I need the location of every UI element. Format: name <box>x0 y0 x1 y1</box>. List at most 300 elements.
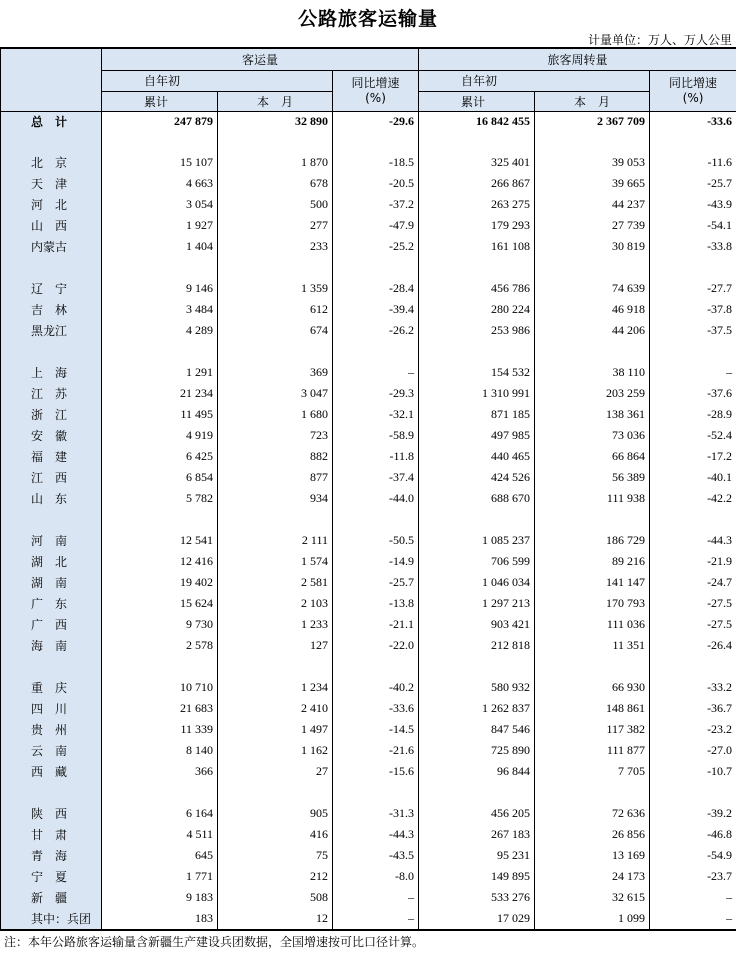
region-name: 上 海 <box>1 362 102 383</box>
cell-pv-yoy: -13.8 <box>333 593 419 614</box>
cell-pt-yoy: -54.9 <box>650 845 736 866</box>
spacer-cell <box>1 509 102 530</box>
cell-pt-month: 148 861 <box>535 698 650 719</box>
table-row <box>1 719 736 740</box>
cell-pt-yoy: -26.4 <box>650 635 736 656</box>
cell-pt-yoy: -39.2 <box>650 803 736 824</box>
header-yoy-a-top: 同比增速 <box>351 75 400 90</box>
cell-pt-month: 203 259 <box>535 383 650 404</box>
cell-pt-month: 32 615 <box>535 887 650 908</box>
cell-pv-yoy: -29.3 <box>333 383 419 404</box>
table-row <box>1 152 736 173</box>
region-name: 内蒙古 <box>1 236 102 257</box>
spacer-cell <box>1 257 102 278</box>
cell-pt-month: 24 173 <box>535 866 650 887</box>
cell-pt-month: 11 351 <box>535 635 650 656</box>
spacer-cell <box>1 341 102 362</box>
cell-pt-yoy: -37.8 <box>650 299 736 320</box>
region-name: 重 庆 <box>1 677 102 698</box>
table-row <box>1 866 736 887</box>
region-name: 北 京 <box>1 152 102 173</box>
cell-pv-yoy: -21.1 <box>333 614 419 635</box>
cell-pt-month: 7 705 <box>535 761 650 782</box>
spacer-row <box>1 656 736 677</box>
cell-pv-month: 233 <box>218 236 333 257</box>
table-row <box>1 320 736 341</box>
cell-pv-ytd: 4 289 <box>102 320 218 341</box>
spacer-cell <box>650 656 736 677</box>
cell-pv-yoy: -44.3 <box>333 824 419 845</box>
cell-pt-month: 38 110 <box>535 362 650 383</box>
table-row <box>1 887 736 908</box>
spacer-cell <box>218 656 333 677</box>
spacer-cell <box>218 341 333 362</box>
cell-pv-ytd: 9 146 <box>102 278 218 299</box>
cell-pv-month: 612 <box>218 299 333 320</box>
cell-pv-yoy: -40.2 <box>333 677 419 698</box>
header-passenger-volume: 客运量 <box>102 48 419 70</box>
cell-pv-yoy: -20.5 <box>333 173 419 194</box>
cell-pt-ytd: 179 293 <box>419 215 535 236</box>
cell-pv-month: 1 162 <box>218 740 333 761</box>
cell-pv-ytd: 21 234 <box>102 383 218 404</box>
cell-pt-yoy: -44.3 <box>650 530 736 551</box>
cell-pt-ytd: 96 844 <box>419 761 535 782</box>
table-row <box>1 845 736 866</box>
cell-pv-month: 508 <box>218 887 333 908</box>
cell-pv-ytd: 3 484 <box>102 299 218 320</box>
table-row <box>1 908 736 930</box>
header-ytd-top-b: 自年初 <box>419 70 650 91</box>
spacer-row <box>1 257 736 278</box>
cell-pv-yoy: -28.4 <box>333 278 419 299</box>
cell-pt-month: 39 053 <box>535 152 650 173</box>
cell-pv-month: 723 <box>218 425 333 446</box>
region-name: 其中：兵团 <box>1 908 102 930</box>
region-name: 宁 夏 <box>1 866 102 887</box>
region-name: 广 西 <box>1 614 102 635</box>
cell-pv-month: 369 <box>218 362 333 383</box>
cell-pv-month: 32 890 <box>218 111 333 131</box>
cell-pt-month: 27 739 <box>535 215 650 236</box>
cell-pt-month: 186 729 <box>535 530 650 551</box>
cell-pv-ytd: 11 495 <box>102 404 218 425</box>
cell-pv-month: 416 <box>218 824 333 845</box>
cell-pv-month: 882 <box>218 446 333 467</box>
cell-pt-month: 72 636 <box>535 803 650 824</box>
cell-pv-month: 1 359 <box>218 278 333 299</box>
table-row <box>1 446 736 467</box>
spacer-row <box>1 509 736 530</box>
cell-pv-month: 2 410 <box>218 698 333 719</box>
cell-pv-yoy: -18.5 <box>333 152 419 173</box>
spacer-cell <box>419 257 535 278</box>
cell-pt-ytd: 263 275 <box>419 194 535 215</box>
spacer-cell <box>419 509 535 530</box>
cell-pv-ytd: 21 683 <box>102 698 218 719</box>
spacer-cell <box>535 257 650 278</box>
cell-pv-month: 877 <box>218 467 333 488</box>
spacer-cell <box>650 782 736 803</box>
cell-pt-ytd: 706 599 <box>419 551 535 572</box>
cell-pv-yoy: – <box>333 887 419 908</box>
cell-pt-yoy: – <box>650 908 736 930</box>
cell-pv-ytd: 5 782 <box>102 488 218 509</box>
header-yoy-b <box>650 70 736 111</box>
cell-pv-ytd: 6 425 <box>102 446 218 467</box>
spacer-cell <box>333 131 419 152</box>
cell-pv-ytd: 6 854 <box>102 467 218 488</box>
cell-pv-month: 212 <box>218 866 333 887</box>
cell-pt-yoy: -43.9 <box>650 194 736 215</box>
spacer-cell <box>535 656 650 677</box>
cell-pt-ytd: 253 986 <box>419 320 535 341</box>
spacer-row <box>1 131 736 152</box>
cell-pv-ytd: 12 541 <box>102 530 218 551</box>
cell-pv-ytd: 6 164 <box>102 803 218 824</box>
cell-pt-month: 44 206 <box>535 320 650 341</box>
spacer-cell <box>333 341 419 362</box>
cell-pt-yoy: -10.7 <box>650 761 736 782</box>
total-row <box>1 111 736 131</box>
cell-pt-ytd: 212 818 <box>419 635 535 656</box>
header-ytd-bottom-b: 累计 <box>419 91 535 111</box>
table-body <box>1 111 736 930</box>
cell-pv-yoy: -8.0 <box>333 866 419 887</box>
data-table-wrap <box>0 47 736 931</box>
cell-pv-yoy: -25.7 <box>333 572 419 593</box>
cell-pt-month: 138 361 <box>535 404 650 425</box>
spacer-cell <box>1 782 102 803</box>
region-name: 福 建 <box>1 446 102 467</box>
cell-pv-yoy: – <box>333 908 419 930</box>
spacer-cell <box>1 131 102 152</box>
table-row <box>1 530 736 551</box>
cell-pt-ytd: 154 532 <box>419 362 535 383</box>
spacer-cell <box>333 257 419 278</box>
spacer-cell <box>535 341 650 362</box>
header-region-cell <box>1 48 102 111</box>
spacer-cell <box>535 782 650 803</box>
cell-pv-ytd: 1 927 <box>102 215 218 236</box>
cell-pt-yoy: -33.2 <box>650 677 736 698</box>
cell-pt-ytd: 533 276 <box>419 887 535 908</box>
cell-pv-ytd: 1 291 <box>102 362 218 383</box>
spacer-cell <box>333 656 419 677</box>
cell-pt-ytd: 1 085 237 <box>419 530 535 551</box>
cell-pv-month: 2 111 <box>218 530 333 551</box>
cell-pt-yoy: -23.7 <box>650 866 736 887</box>
spacer-cell <box>102 341 218 362</box>
spacer-cell <box>1 656 102 677</box>
spacer-cell <box>650 131 736 152</box>
cell-pv-month: 27 <box>218 761 333 782</box>
region-name: 湖 北 <box>1 551 102 572</box>
cell-pv-month: 2 581 <box>218 572 333 593</box>
page-title: 公路旅客运输量 <box>297 8 438 30</box>
table-row <box>1 404 736 425</box>
cell-pt-month: 74 639 <box>535 278 650 299</box>
cell-pt-ytd: 1 262 837 <box>419 698 535 719</box>
cell-pt-ytd: 266 867 <box>419 173 535 194</box>
cell-pt-ytd: 161 108 <box>419 236 535 257</box>
cell-pv-month: 1 680 <box>218 404 333 425</box>
cell-pt-month: 30 819 <box>535 236 650 257</box>
spacer-cell <box>218 509 333 530</box>
spacer-cell <box>102 257 218 278</box>
cell-pt-month: 13 169 <box>535 845 650 866</box>
cell-pv-ytd: 12 416 <box>102 551 218 572</box>
cell-pt-yoy: -27.0 <box>650 740 736 761</box>
cell-pt-yoy: -21.9 <box>650 551 736 572</box>
spacer-cell <box>218 131 333 152</box>
cell-pt-ytd: 688 670 <box>419 488 535 509</box>
header-yoy-b-top: 同比增速 <box>669 75 718 90</box>
cell-pv-ytd: 19 402 <box>102 572 218 593</box>
region-name: 吉 林 <box>1 299 102 320</box>
cell-pt-ytd: 16 842 455 <box>419 111 535 131</box>
region-name: 安 徽 <box>1 425 102 446</box>
cell-pv-ytd: 645 <box>102 845 218 866</box>
header-yoy-a <box>333 70 419 111</box>
cell-pv-month: 277 <box>218 215 333 236</box>
cell-pt-yoy: -37.6 <box>650 383 736 404</box>
cell-pt-month: 2 367 709 <box>535 111 650 131</box>
cell-pt-yoy: -40.1 <box>650 467 736 488</box>
spacer-cell <box>650 257 736 278</box>
cell-pv-yoy: -31.3 <box>333 803 419 824</box>
cell-pt-ytd: 725 890 <box>419 740 535 761</box>
spacer-cell <box>419 656 535 677</box>
cell-pt-ytd: 267 183 <box>419 824 535 845</box>
cell-pv-ytd: 366 <box>102 761 218 782</box>
header-yoy-a-bottom: (%) <box>365 90 386 105</box>
cell-pt-yoy: -11.6 <box>650 152 736 173</box>
table-row <box>1 803 736 824</box>
cell-pv-yoy: -50.5 <box>333 530 419 551</box>
table-row <box>1 467 736 488</box>
cell-pt-month: 46 918 <box>535 299 650 320</box>
region-name: 黑龙江 <box>1 320 102 341</box>
spacer-cell <box>102 509 218 530</box>
table-row <box>1 173 736 194</box>
region-name: 河 南 <box>1 530 102 551</box>
table-row <box>1 698 736 719</box>
cell-pv-month: 1 497 <box>218 719 333 740</box>
cell-pt-ytd: 95 231 <box>419 845 535 866</box>
cell-pt-ytd: 497 985 <box>419 425 535 446</box>
table-row <box>1 572 736 593</box>
cell-pt-yoy: -17.2 <box>650 446 736 467</box>
region-name: 四 川 <box>1 698 102 719</box>
cell-pv-ytd: 9 730 <box>102 614 218 635</box>
region-name: 江 西 <box>1 467 102 488</box>
cell-pt-ytd: 149 895 <box>419 866 535 887</box>
cell-pt-yoy: -27.5 <box>650 614 736 635</box>
cell-pt-yoy: -46.8 <box>650 824 736 845</box>
cell-pt-yoy: – <box>650 887 736 908</box>
region-name: 新 疆 <box>1 887 102 908</box>
header-month-a: 本 月 <box>218 91 333 111</box>
cell-pv-month: 75 <box>218 845 333 866</box>
cell-pt-ytd: 1 297 213 <box>419 593 535 614</box>
cell-pt-yoy: -25.7 <box>650 173 736 194</box>
region-name: 总 计 <box>1 111 102 131</box>
cell-pt-ytd: 871 185 <box>419 404 535 425</box>
region-name: 山 东 <box>1 488 102 509</box>
spacer-cell <box>419 341 535 362</box>
cell-pv-month: 674 <box>218 320 333 341</box>
spacer-cell <box>218 782 333 803</box>
cell-pv-ytd: 4 919 <box>102 425 218 446</box>
cell-pv-yoy: -22.0 <box>333 635 419 656</box>
cell-pt-yoy: -42.2 <box>650 488 736 509</box>
spacer-cell <box>419 782 535 803</box>
footnote: 注：本年公路旅客运输量含新疆生产建设兵团数据，全国增速按可比口径计算。 <box>4 935 425 949</box>
cell-pt-yoy: -27.5 <box>650 593 736 614</box>
cell-pt-yoy: -54.1 <box>650 215 736 236</box>
cell-pt-yoy: -33.6 <box>650 111 736 131</box>
region-name: 湖 南 <box>1 572 102 593</box>
cell-pt-month: 117 382 <box>535 719 650 740</box>
cell-pv-month: 12 <box>218 908 333 930</box>
cell-pt-yoy: – <box>650 362 736 383</box>
cell-pt-ytd: 424 526 <box>419 467 535 488</box>
spacer-cell <box>218 257 333 278</box>
spacer-cell <box>102 656 218 677</box>
table-row <box>1 551 736 572</box>
cell-pv-yoy: -29.6 <box>333 111 419 131</box>
table-row <box>1 425 736 446</box>
table-row <box>1 740 736 761</box>
spacer-cell <box>102 131 218 152</box>
cell-pv-month: 1 233 <box>218 614 333 635</box>
cell-pt-ytd: 17 029 <box>419 908 535 930</box>
cell-pv-yoy: -33.6 <box>333 698 419 719</box>
table-row <box>1 488 736 509</box>
table-row <box>1 215 736 236</box>
table-row <box>1 278 736 299</box>
region-name: 甘 肃 <box>1 824 102 845</box>
table-row <box>1 761 736 782</box>
cell-pv-ytd: 9 183 <box>102 887 218 908</box>
region-name: 广 东 <box>1 593 102 614</box>
region-name: 青 海 <box>1 845 102 866</box>
cell-pt-ytd: 280 224 <box>419 299 535 320</box>
cell-pv-month: 905 <box>218 803 333 824</box>
cell-pv-ytd: 3 054 <box>102 194 218 215</box>
spacer-cell <box>650 341 736 362</box>
table-row <box>1 383 736 404</box>
table-row <box>1 299 736 320</box>
cell-pv-yoy: – <box>333 362 419 383</box>
cell-pt-month: 44 237 <box>535 194 650 215</box>
region-name: 云 南 <box>1 740 102 761</box>
cell-pv-yoy: -15.6 <box>333 761 419 782</box>
cell-pt-ytd: 1 046 034 <box>419 572 535 593</box>
cell-pt-month: 111 877 <box>535 740 650 761</box>
spacer-row <box>1 341 736 362</box>
cell-pt-yoy: -33.8 <box>650 236 736 257</box>
cell-pv-yoy: -25.2 <box>333 236 419 257</box>
spacer-cell <box>333 509 419 530</box>
cell-pt-yoy: -24.7 <box>650 572 736 593</box>
header-passenger-turnover: 旅客周转量 <box>419 48 736 70</box>
cell-pt-yoy: -37.5 <box>650 320 736 341</box>
cell-pt-ytd: 456 205 <box>419 803 535 824</box>
cell-pv-ytd: 1 404 <box>102 236 218 257</box>
cell-pv-yoy: -58.9 <box>333 425 419 446</box>
cell-pv-month: 1 574 <box>218 551 333 572</box>
table-row <box>1 593 736 614</box>
header-ytd-top-a: 自年初 <box>102 70 333 91</box>
cell-pv-yoy: -47.9 <box>333 215 419 236</box>
cell-pv-yoy: -44.0 <box>333 488 419 509</box>
cell-pt-ytd: 1 310 991 <box>419 383 535 404</box>
cell-pv-yoy: -43.5 <box>333 845 419 866</box>
cell-pv-yoy: -14.9 <box>333 551 419 572</box>
cell-pt-month: 89 216 <box>535 551 650 572</box>
spacer-cell <box>333 782 419 803</box>
cell-pt-month: 56 389 <box>535 467 650 488</box>
region-name: 海 南 <box>1 635 102 656</box>
table-row <box>1 362 736 383</box>
spacer-cell <box>419 131 535 152</box>
table-row <box>1 236 736 257</box>
cell-pv-ytd: 183 <box>102 908 218 930</box>
cell-pt-yoy: -36.7 <box>650 698 736 719</box>
cell-pv-month: 2 103 <box>218 593 333 614</box>
spacer-row <box>1 782 736 803</box>
cell-pv-ytd: 11 339 <box>102 719 218 740</box>
spacer-cell <box>535 131 650 152</box>
cell-pv-yoy: -32.1 <box>333 404 419 425</box>
cell-pt-month: 170 793 <box>535 593 650 614</box>
cell-pv-ytd: 8 140 <box>102 740 218 761</box>
cell-pt-month: 26 856 <box>535 824 650 845</box>
cell-pt-month: 111 938 <box>535 488 650 509</box>
cell-pv-month: 1 234 <box>218 677 333 698</box>
cell-pt-month: 141 147 <box>535 572 650 593</box>
cell-pt-ytd: 325 401 <box>419 152 535 173</box>
cell-pv-yoy: -37.2 <box>333 194 419 215</box>
cell-pt-ytd: 456 786 <box>419 278 535 299</box>
table-row <box>1 614 736 635</box>
cell-pv-month: 127 <box>218 635 333 656</box>
table-row <box>1 824 736 845</box>
cell-pv-yoy: -39.4 <box>333 299 419 320</box>
region-name: 山 西 <box>1 215 102 236</box>
cell-pt-ytd: 580 932 <box>419 677 535 698</box>
cell-pv-ytd: 4 511 <box>102 824 218 845</box>
table-row <box>1 677 736 698</box>
cell-pt-yoy: -28.9 <box>650 404 736 425</box>
cell-pv-month: 1 870 <box>218 152 333 173</box>
cell-pv-month: 678 <box>218 173 333 194</box>
cell-pv-ytd: 2 578 <box>102 635 218 656</box>
region-name: 江 苏 <box>1 383 102 404</box>
cell-pv-month: 3 047 <box>218 383 333 404</box>
spacer-cell <box>650 509 736 530</box>
cell-pv-ytd: 10 710 <box>102 677 218 698</box>
cell-pt-month: 66 930 <box>535 677 650 698</box>
header-yoy-b-bottom: (%) <box>682 90 704 105</box>
region-name: 贵 州 <box>1 719 102 740</box>
cell-pv-ytd: 15 624 <box>102 593 218 614</box>
cell-pv-ytd: 15 107 <box>102 152 218 173</box>
region-name: 浙 江 <box>1 404 102 425</box>
table-row <box>1 635 736 656</box>
